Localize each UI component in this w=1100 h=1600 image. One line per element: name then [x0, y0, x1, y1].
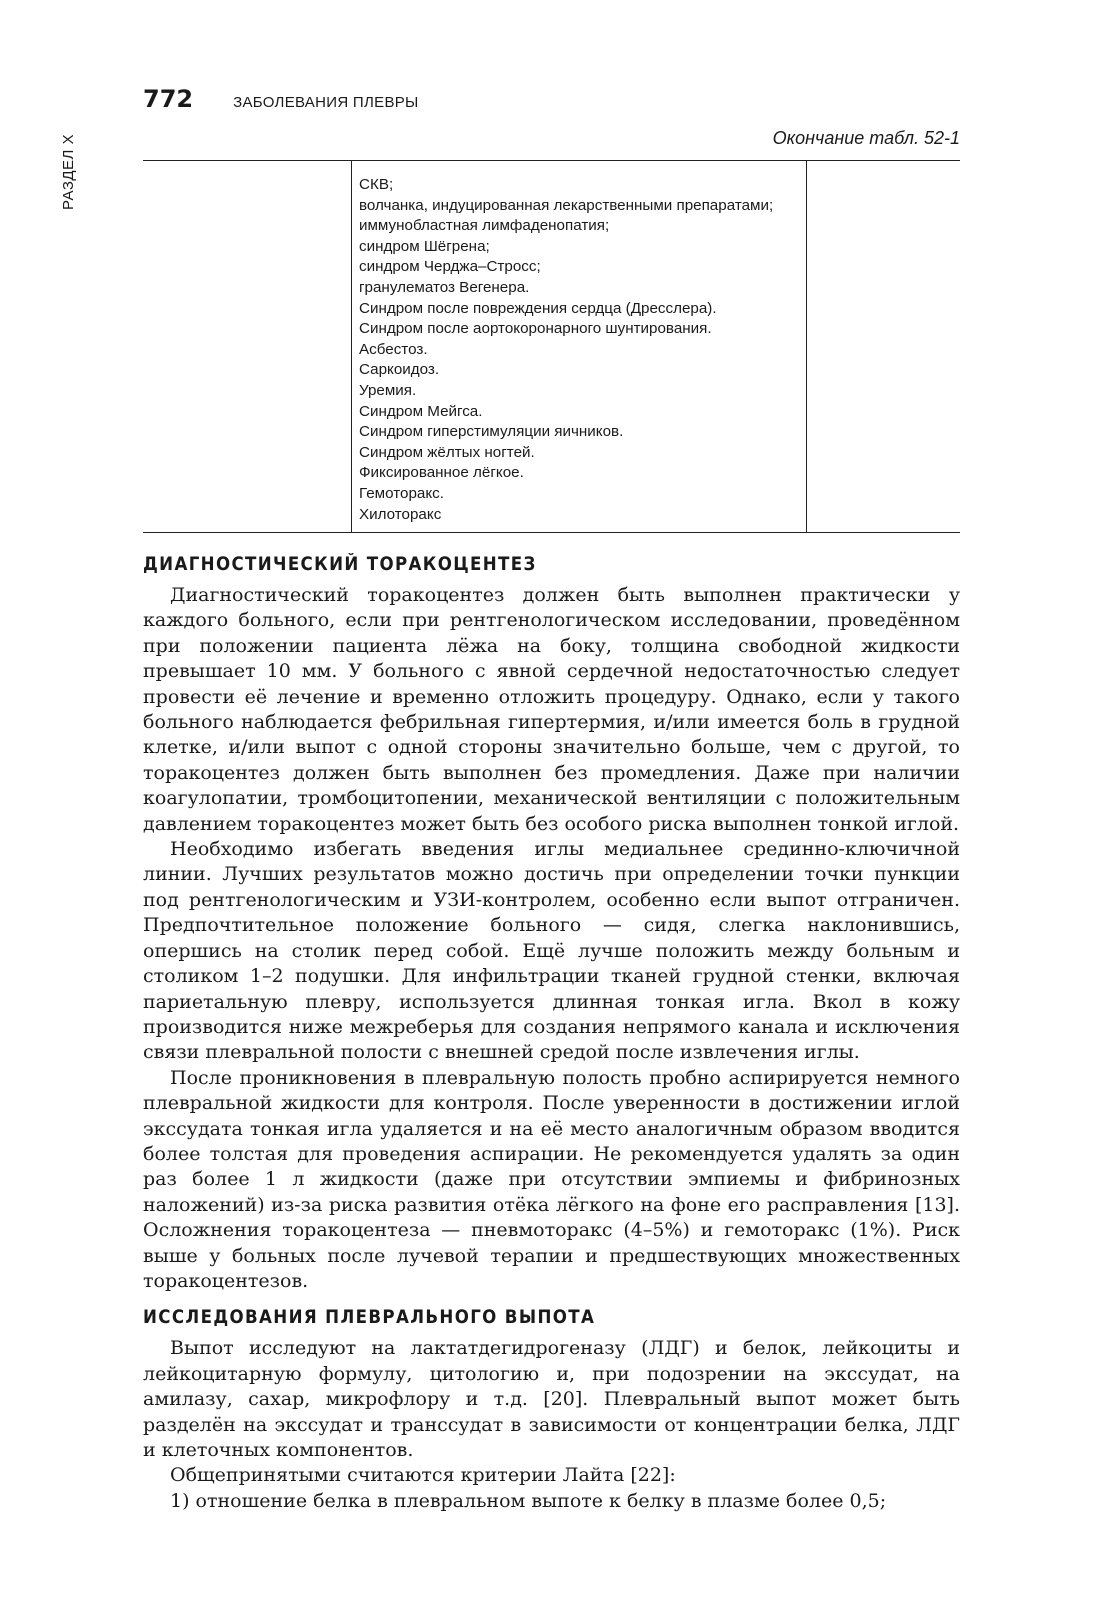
table-list-item: Синдром гиперстимуляции яичников. [359, 423, 624, 441]
table-list-item: синдром Шёгрена; [359, 237, 490, 255]
body-paragraph: Выпот исследуют на лактатдегидрогеназу (ЛДГ) и белок, лейкоциты и лейкоцитарную формулу, цитологию и, при подозрении на экссудат, на амилазу, сахар, микрофлору и т.д. [20]. Плевральный выпот может быть разделён на экссудат и транссудат в зависимости от концентрации белка, ЛДГ и клеточных компонентов. [143, 1337, 960, 1461]
body-paragraph: Необходимо избегать введения иглы медиальнее срединно-ключичной линии. Лучших результатов можно достичь при определении точки пункции под рентгенологическим и УЗИ-контролем, особенно если выпот отграничен. Предпочтительное положение больного — сидя, слегка наклонившись, опершись на столик перед собой. Ещё лучше положить между больным и столиком 1–2 подушки. Для инфильтрации тканей грудной стенки, включая париетальную плевру, используется длинная тонкая игла. Вкол в кожу производится ниже межреберья для создания непрямого канала и исключения связи плевральной полости с внешней средой после извлечения иглы. [143, 838, 960, 1064]
table-list-item: Синдром после повреждения сердца (Дресслера). [359, 299, 717, 317]
table-caption: Окончание табл. 52-1 [772, 128, 960, 148]
page-number: 772 [143, 85, 194, 113]
table-column-divider [806, 161, 807, 532]
section-side-label: РАЗДЕЛ X [60, 133, 77, 210]
running-title: ЗАБОЛЕВАНИЯ ПЛЕВРЫ [233, 94, 419, 111]
table-list-item: Гемоторакс. [359, 484, 444, 502]
table-list-item: Саркоидоз. [359, 361, 440, 379]
main-content [143, 553, 960, 1514]
table-list-item: гранулематоз Вегенера. [359, 278, 530, 296]
page-header [143, 85, 419, 113]
section-heading: ДИАГНОСТИЧЕСКИЙ ТОРАКОЦЕНТЕЗ [143, 554, 537, 575]
table-list-item: Синдром после аортокоронарного шунтирования. [359, 320, 712, 338]
table-list-item: Уремия. [359, 381, 417, 399]
table-list-item: иммунобластная лимфаденопатия; [359, 217, 610, 235]
table-list-item: Синдром Мейгса. [359, 402, 483, 420]
table-cell-list [359, 175, 773, 525]
body-paragraph: Общепринятыми считаются критерии Лайта [22]: [170, 1464, 676, 1487]
table-52-1-continuation [143, 160, 960, 533]
table-column-divider [351, 161, 352, 532]
body-paragraph: После проникновения в плевральную полость пробно аспирируется немного плевральной жидкости для контроля. После уверенности в достижении иглой экссудата тонкая игла удаляется и на её место аналогичным образом вводится более толстая для проведения аспирации. Не рекомендуется удалять за один раз более 1 л жидкости (даже при отсутствии эмпиемы и фибринозных наложений) из-за риска развития отёка лёгкого на фоне его расправления [13]. Осложнения торакоцентеза — пневмоторакс (4–5%) и гемоторакс (1%). Риск выше у больных после лучевой терапии и предшествующих множественных торакоцентезов. [143, 1066, 960, 1292]
table-list-item: Асбестоз. [359, 340, 428, 358]
table-list-item: Хилоторакс [359, 505, 442, 523]
table-list-item: Синдром жёлтых ногтей. [359, 443, 535, 461]
table-list-item: волчанка, индуцированная лекарственными препаратами; [359, 196, 774, 214]
section-heading: ИССЛЕДОВАНИЯ ПЛЕВРАЛЬНОГО ВЫПОТА [143, 1307, 596, 1329]
table-list-item: Фиксированное лёгкое. [359, 464, 524, 482]
body-paragraph: Диагностический торакоцентез должен быть выполнен практически у каждого больного, если при рентгенологическом исследовании, проведённом при положении пациента лёжа на боку, толщина свободной жидкости превышает 10 мм. У больного с явной сердечной недостаточностью следует провести её лечение и временно отложить процедуру. Однако, если у такого больного наблюдается фебрильная гипертермия, и/или имеется боль в грудной клетке, и/или выпот с одной стороны значительно больше, чем с другой, то торакоцентез должен быть выполнен без промедления. Даже при наличии коагулопатии, тромбоцитопении, механической вентиляции с положительным давлением торакоцентез может быть без особого риска выполнен тонкой иглой. [143, 584, 960, 835]
table-list-item: СКВ; [359, 176, 394, 193]
list-item-criterion: 1) отношение белка в плевральном выпоте к белку в плазме более 0,5; [170, 1489, 887, 1512]
table-list-item: синдром Черджа–Стросс; [359, 258, 541, 276]
